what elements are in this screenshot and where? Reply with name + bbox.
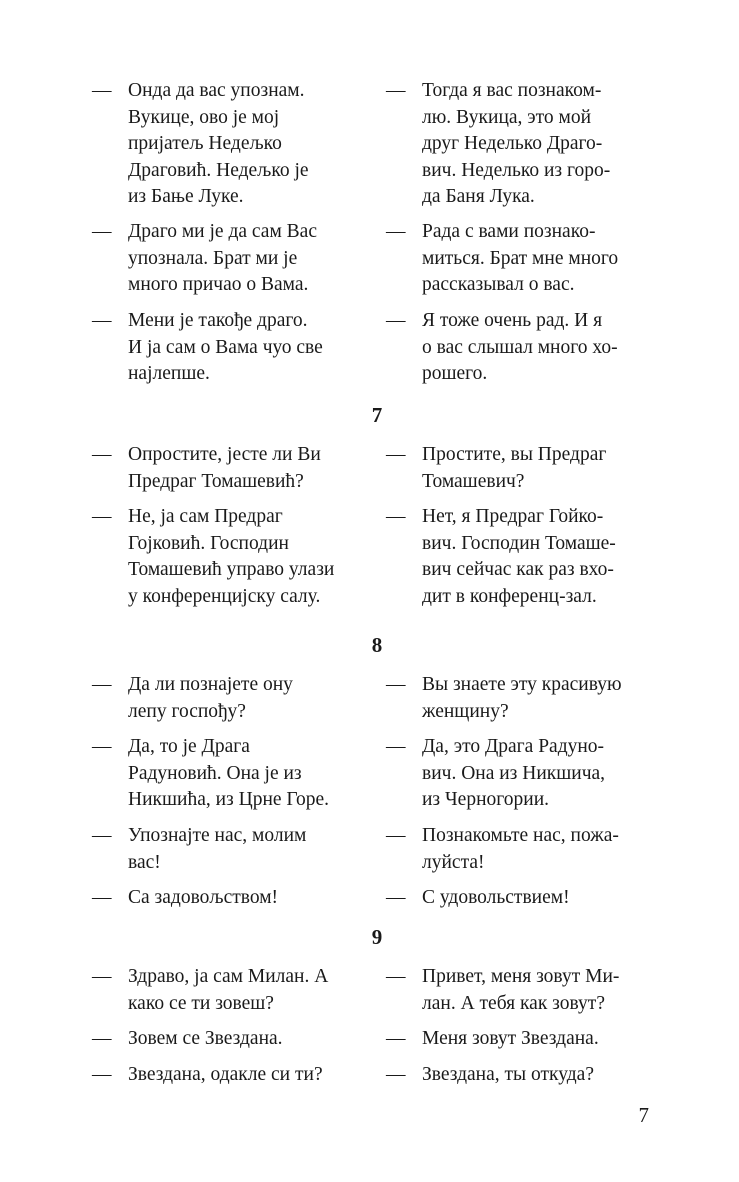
dialogue-row bbox=[92, 1062, 662, 1089]
serbian-text: Звездана, одакле си ти? bbox=[128, 1064, 323, 1085]
russian-text: Познакомьте нас, пожа- луйста! bbox=[422, 825, 619, 873]
section-number: 8 bbox=[371, 633, 383, 657]
dash-mark: — bbox=[386, 310, 406, 331]
dash-mark: — bbox=[92, 1064, 112, 1085]
serbian-text: Да ли познајете ону лепу госпођу? bbox=[128, 674, 293, 722]
serbian-line bbox=[92, 78, 372, 211]
russian-line bbox=[386, 219, 662, 299]
dialogue-row bbox=[92, 219, 662, 299]
dialogue-row bbox=[92, 78, 662, 210]
serbian-text: Са задовољством! bbox=[128, 887, 279, 908]
serbian-line bbox=[92, 964, 372, 1017]
dash-mark: — bbox=[92, 887, 112, 908]
russian-text: Вы знаете эту красивую женщину? bbox=[422, 674, 622, 722]
serbian-text: Да, то је Драга Радуновић. Она је из Никшића, из Црне Горе. bbox=[128, 736, 329, 810]
serbian-text: Мени је такође драго. И ја сам о Вама чуо све најлепше. bbox=[128, 310, 323, 384]
russian-line bbox=[386, 734, 662, 814]
dialogue-row bbox=[92, 964, 662, 1017]
dialogue-row bbox=[92, 885, 662, 912]
dash-mark: — bbox=[92, 674, 112, 695]
russian-text: Рада с вами познако- миться. Брат мне много рассказывал о вас. bbox=[422, 221, 619, 295]
russian-text: Тогда я вас познаком- лю. Вукица, это мой друг Неделько Драго- вич. Неделько из горо- да Баня Лука. bbox=[422, 80, 611, 207]
section-number: 9 bbox=[371, 925, 383, 949]
dash-mark: — bbox=[92, 310, 112, 331]
serbian-line bbox=[92, 1062, 372, 1089]
dash-mark: — bbox=[92, 1028, 112, 1049]
serbian-line bbox=[92, 442, 372, 495]
russian-text: Я тоже очень рад. И я о вас слышал много хо- рошего. bbox=[422, 310, 618, 384]
serbian-line bbox=[92, 823, 372, 876]
russian-line bbox=[386, 964, 662, 1017]
serbian-line bbox=[92, 885, 372, 912]
serbian-text: Драго ми је да сам Вас упознала. Брат ми је много причао о Вама. bbox=[128, 221, 317, 295]
dash-mark: — bbox=[386, 444, 406, 465]
dash-mark: — bbox=[386, 736, 406, 757]
dash-mark: — bbox=[386, 221, 406, 242]
dash-mark: — bbox=[386, 674, 406, 695]
serbian-text: Опростите, јесте ли Ви Предраг Томашевић? bbox=[128, 444, 321, 492]
dash-mark: — bbox=[92, 825, 112, 846]
serbian-text: Здраво, ја сам Милан. А како се ти зовеш? bbox=[128, 966, 329, 1014]
dash-mark: — bbox=[92, 506, 112, 527]
russian-text: Да, это Драга Радуно- вич. Она из Никшича, из Черногории. bbox=[422, 736, 606, 810]
dash-mark: — bbox=[386, 1064, 406, 1085]
dialogue-row bbox=[92, 734, 662, 814]
dash-mark: — bbox=[92, 221, 112, 242]
dash-mark: — bbox=[92, 444, 112, 465]
russian-text: Нет, я Предраг Гойко- вич. Господин Томаше- вич сейчас как раз вхо- дит в конференц-зал. bbox=[422, 506, 616, 607]
dialogue-row bbox=[92, 672, 662, 725]
serbian-line bbox=[92, 308, 372, 388]
russian-line bbox=[386, 1026, 662, 1053]
russian-text: Простите, вы Предраг Томашевич? bbox=[422, 444, 607, 492]
serbian-line bbox=[92, 1026, 372, 1053]
dash-mark: — bbox=[386, 825, 406, 846]
dash-mark: — bbox=[386, 80, 406, 101]
russian-line bbox=[386, 78, 662, 211]
dialogue-row bbox=[92, 504, 662, 610]
russian-line bbox=[386, 308, 662, 388]
serbian-line bbox=[92, 672, 372, 725]
russian-line bbox=[386, 672, 662, 725]
serbian-text: Онда да вас упознам. Вукице, ово је мој пријатељ Недељко Драговић. Недељко је из Бање Луке. bbox=[128, 80, 309, 207]
dialogue-row bbox=[92, 1026, 662, 1053]
russian-line bbox=[386, 504, 662, 610]
serbian-text: Зовем се Звездана. bbox=[128, 1028, 283, 1049]
russian-line bbox=[386, 442, 662, 495]
serbian-text: Не, ја сам Предраг Гојковић. Господин Томашевић управо улази у конференцијску салу. bbox=[128, 506, 335, 607]
dash-mark: — bbox=[92, 736, 112, 757]
dash-mark: — bbox=[386, 1028, 406, 1049]
dialogue-row bbox=[92, 442, 662, 495]
page-number: 7 bbox=[638, 1103, 649, 1127]
serbian-line bbox=[92, 219, 372, 299]
serbian-line bbox=[92, 734, 372, 814]
dialogue-section-continued bbox=[92, 78, 662, 388]
russian-text: Меня зовут Звездана. bbox=[422, 1028, 599, 1049]
dash-mark: — bbox=[386, 887, 406, 908]
dash-mark: — bbox=[92, 80, 112, 101]
section-number: 7 bbox=[371, 403, 383, 427]
russian-text: Звездана, ты откуда? bbox=[422, 1064, 594, 1085]
russian-text: С удовольствием! bbox=[422, 887, 570, 908]
russian-line bbox=[386, 1062, 662, 1089]
dash-mark: — bbox=[386, 966, 406, 987]
dialogue-row bbox=[92, 823, 662, 876]
russian-text: Привет, меня зовут Ми- лан. А тебя как зовут? bbox=[422, 966, 620, 1014]
dialogue-row bbox=[92, 308, 662, 388]
russian-line bbox=[386, 885, 662, 912]
serbian-text: Упознајте нас, молим вас! bbox=[128, 825, 307, 873]
dash-mark: — bbox=[92, 966, 112, 987]
russian-line bbox=[386, 823, 662, 876]
serbian-line bbox=[92, 504, 372, 610]
dash-mark: — bbox=[386, 506, 406, 527]
